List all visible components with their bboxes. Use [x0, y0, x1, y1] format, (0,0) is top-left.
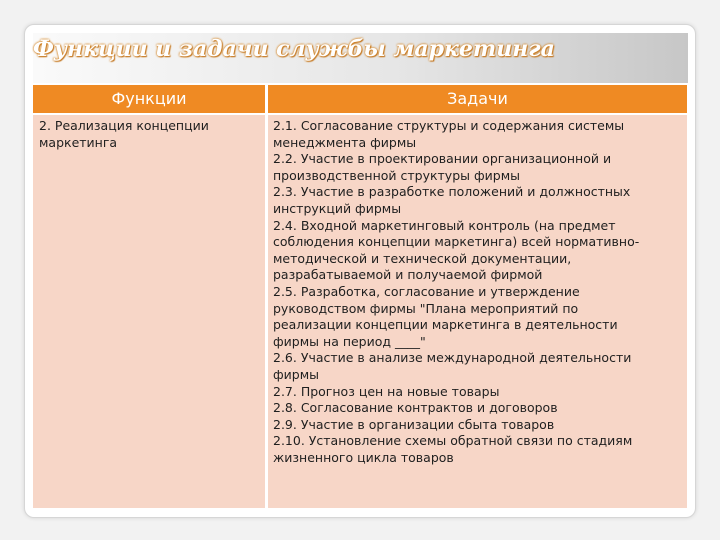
header-tasks: Задачи — [268, 85, 687, 113]
task-line: 2.3. Участие в разработке положений и должностных — [273, 184, 631, 200]
task-line: менеджмента фирмы — [273, 134, 417, 150]
task-line: руководством фирмы "Плана мероприятий по — [273, 300, 579, 316]
task-line: фирмы — [273, 366, 320, 382]
task-line: производственной структуры фирмы — [273, 167, 521, 183]
task-line: 2.10. Установление схемы обратной связи по стадиям — [273, 433, 633, 449]
task-line: 2.6. Участие в анализе международной деятельности — [273, 350, 632, 366]
task-line: 2.2. Участие в проектировании организационной и — [273, 151, 612, 167]
functions-line: маркетинга — [39, 134, 118, 150]
task-line: 2.4. Входной маркетинговый контроль (на предмет — [273, 217, 616, 233]
task-line: жизненного цикла товаров — [273, 449, 454, 465]
functions-tasks-table — [33, 85, 687, 508]
column-divider — [265, 85, 268, 508]
task-line: реализации концепции маркетинга в деятельности — [273, 317, 618, 333]
header-divider — [33, 113, 687, 115]
task-line: фирмы на период ____" — [273, 333, 426, 349]
task-line: 2.1. Согласование структуры и содержания системы — [273, 118, 625, 133]
tasks-cell — [273, 118, 681, 466]
task-line: разрабатываемой и получаемой фирмой — [273, 267, 543, 283]
task-line: 2.7. Прогноз цен на новые товары — [273, 383, 500, 399]
task-line: методической и технической документации, — [273, 250, 572, 266]
functions-line: 2. Реализация концепции — [39, 118, 209, 133]
functions-cell — [39, 118, 259, 151]
task-line: 2.9. Участие в организации сбыта товаров — [273, 416, 555, 432]
task-line: 2.5. Разработка, согласование и утверждение — [273, 283, 580, 299]
slide-title: Функции и задачи службы маркетинга — [33, 36, 555, 62]
header-functions: Функции — [33, 85, 265, 113]
task-line: соблюдения концепции маркетинга) всей нормативно- — [273, 234, 640, 250]
task-line: 2.8. Согласование контрактов и договоров — [273, 400, 558, 416]
task-line: инструкций фирмы — [273, 200, 402, 216]
